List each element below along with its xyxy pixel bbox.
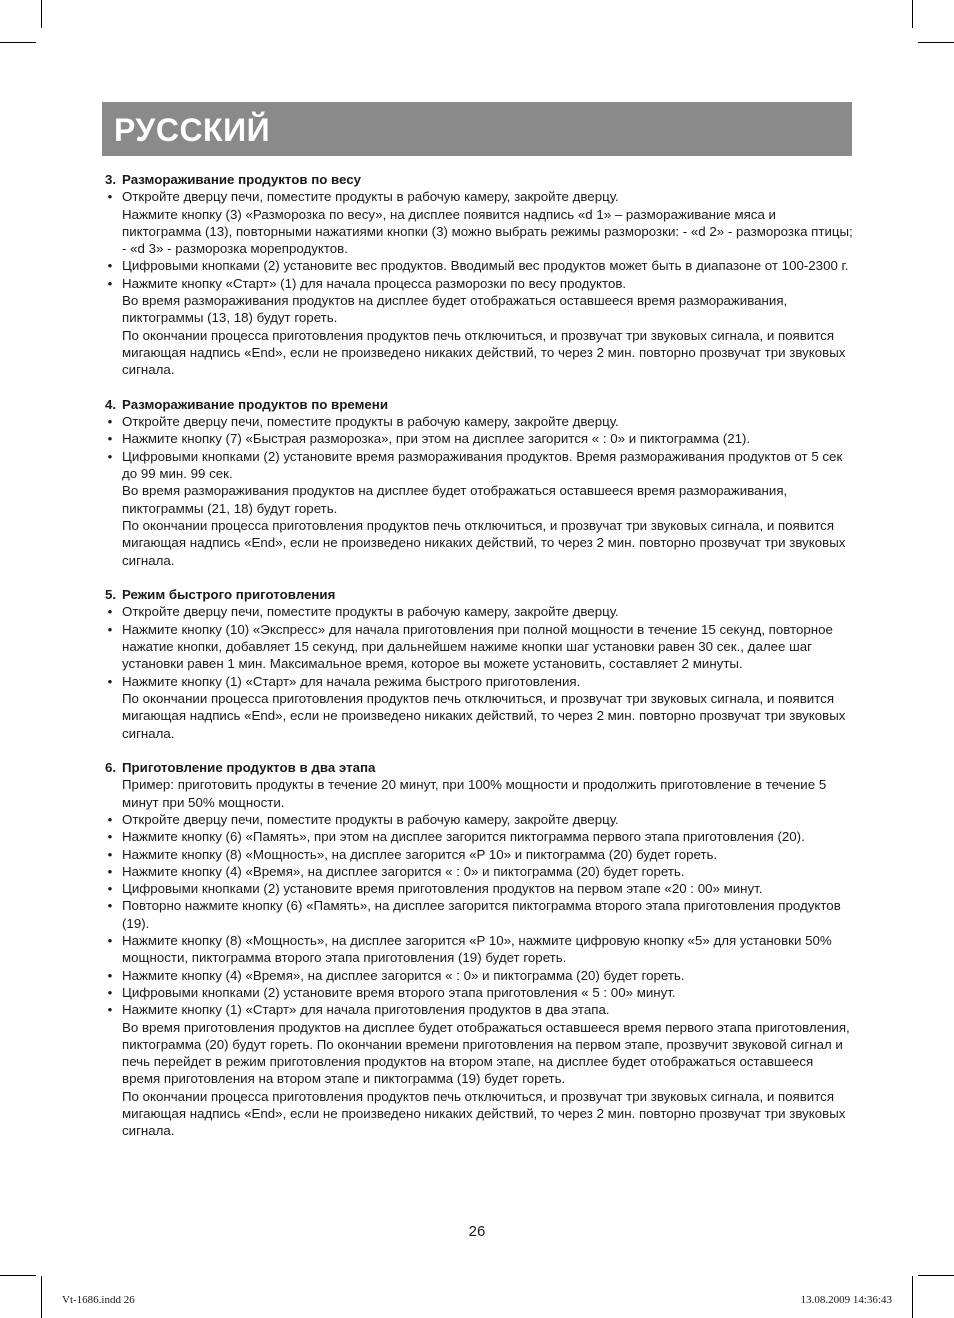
section-title-text: Размораживание продуктов по весу <box>122 172 362 187</box>
bullet-item: • Нажмите кнопку (1) «Старт» для начала режима быстрого приготовления. <box>105 673 853 690</box>
page-number: 26 <box>468 1223 486 1240</box>
language-banner <box>102 102 852 156</box>
section-title <box>105 586 853 603</box>
bullet-item: • Нажмите кнопку (1) «Старт» для начала приготовления продуктов в два этапа. <box>105 1001 853 1018</box>
bullet-item: • Повторно нажмите кнопку (6) «Память», на дисплее загорится пиктограмма второго этапа приготовления продуктов (19). <box>105 897 853 932</box>
crop-mark <box>918 1275 954 1276</box>
bullet-item: • Нажмите кнопку (7) «Быстрая разморозка», при этом на дисплее загорится « : 0» и пиктограмма (21). <box>105 430 853 447</box>
paragraph: По окончании процесса приготовления продуктов печь отключиться, и прозвучат три звуковых сигнала, и появится мигающая надпись «End», если не произведено никаких действий, то через 2 мин. повторно прозвучат три звуковых сигнала. <box>122 1088 846 1139</box>
crop-mark <box>912 1276 913 1318</box>
paragraph: Нажмите кнопку (3) «Разморозка по весу», на дисплее появится надпись «d 1» – размораживание мяса и пиктограмма (13), повторными нажатиями кнопки (3) можно выбрать режимы разморозки: - «d 2» - разморозка птицы; - «d 3» - разморозка морепродуктов. <box>122 206 853 257</box>
crop-mark <box>0 1275 36 1276</box>
crop-mark <box>41 0 42 28</box>
crop-mark <box>41 1276 42 1318</box>
section <box>105 759 853 1140</box>
bullet-item: • Нажмите кнопку «Старт» (1) для начала процесса разморозки по весу продуктов. <box>105 275 853 292</box>
bullet-item: • Откройте дверцу печи, поместите продукты в рабочую камеру, закройте дверцу. <box>105 811 853 828</box>
bullet-item: • Цифровыми кнопками (2) установите время размораживания продуктов. Время размораживания продуктов от 5 сек до 99 мин. 99 сек. <box>105 448 853 483</box>
section-number: 4. <box>105 396 117 412</box>
bullet-item: • Откройте дверцу печи, поместите продукты в рабочую камеру, закройте дверцу. <box>105 413 853 430</box>
section <box>105 586 853 742</box>
section-title <box>105 171 853 188</box>
paragraph: Пример: приготовить продукты в течение 20 минут, при 100% мощности и продолжить приготовление в течение 5 минут при 50% мощности. <box>122 777 827 810</box>
bullet-item: • Нажмите кнопку (8) «Мощность», на дисплее загорится «P 10», нажмите цифровую кнопку «5» для установки 50% мощности, пиктограмма второго этапа приготовления (19) будет гореть. <box>105 932 853 967</box>
bullet-item: • Откройте дверцу печи, поместите продукты в рабочую камеру, закройте дверцу. <box>105 603 853 620</box>
paragraph: Во время приготовления продуктов на дисплее будет отображаться оставшееся время первого этапа приготовления, пиктограмма (20) будут гореть. По окончании времени приготовления на первом этапе, прозвучит звуковой сигнал и печь перейдет в режим приготовления продуктов на втором этапе, на дисплее будет отображаться оставшееся время приготовления на втором этапе и пиктограмма (19) будет гореть. <box>122 1019 850 1087</box>
crop-mark <box>0 42 36 43</box>
bullet-item: • Нажмите кнопку (4) «Время», на дисплее загорится « : 0» и пиктограмма (20) будет гореть. <box>105 967 853 984</box>
crop-mark <box>912 0 913 28</box>
document-body <box>105 171 853 1157</box>
paragraph: По окончании процесса приготовления продуктов печь отключиться, и прозвучат три звуковых сигнала, и появится мигающая надпись «End», если не произведено никаких действий, то через 2 мин. повторно прозвучат три звуковых сигнала. <box>122 690 846 741</box>
bullet-item: • Цифровыми кнопками (2) установите вес продуктов. Вводимый вес продуктов может быть в диапазоне от 100-2300 г. <box>105 257 853 274</box>
paragraph: Во время размораживания продуктов на дисплее будет отображаться оставшееся время размораживания, пиктограммы (13, 18) будут гореть. <box>122 293 788 326</box>
bullet-item: • Цифровыми кнопками (2) установите время приготовления продуктов на первом этапе «20 : 00» минут. <box>105 880 853 897</box>
paragraph: По окончании процесса приготовления продуктов печь отключиться, и прозвучат три звуковых сигнала, и появится мигающая надпись «End», если не произведено никаких действий, то через 2 мин. повторно прозвучат три звуковых сигнала. <box>122 327 846 378</box>
bullet-item: • Нажмите кнопку (6) «Память», при этом на дисплее загорится пиктограмма первого этапа приготовления (20). <box>105 828 853 845</box>
footer-file-info: Vt-1686.indd 26 <box>62 1294 135 1306</box>
bullet-item: • Нажмите кнопку (8) «Мощность», на дисплее загорится «P 10» и пиктограмма (20) будет гореть. <box>105 846 853 863</box>
section <box>105 396 853 569</box>
section-title <box>105 396 853 413</box>
section-number: 5. <box>105 587 117 603</box>
section-title <box>105 759 853 776</box>
section-number: 6. <box>105 760 117 776</box>
bullet-item: • Откройте дверцу печи, поместите продукты в рабочую камеру, закройте дверцу. <box>105 188 853 205</box>
section-title-text: Приготовление продуктов в два этапа <box>122 760 376 776</box>
bullet-item: • Нажмите кнопку (4) «Время», на дисплее загорится « : 0» и пиктограмма (20) будет гореть. <box>105 863 853 880</box>
crop-mark <box>918 42 954 43</box>
page-title: РУССКИЙ <box>114 112 271 148</box>
bullet-item: • Цифровыми кнопками (2) установите время второго этапа приготовления « 5 : 00» минут. <box>105 984 853 1001</box>
section-title-text: Размораживание продуктов по времени <box>122 396 389 412</box>
section <box>105 171 853 379</box>
section-title-text: Режим быстрого приготовления <box>122 587 336 603</box>
section-number: 3. <box>105 172 117 187</box>
footer-timestamp: 13.08.2009 14:36:43 <box>800 1294 892 1306</box>
paragraph: По окончании процесса приготовления продуктов печь отключиться, и прозвучат три звуковых сигнала, и появится мигающая надпись «End», если не произведено никаких действий, то через 2 мин. повторно прозвучат три звуковых сигнала. <box>122 517 846 568</box>
bullet-item: • Нажмите кнопку (10) «Экспресс» для начала приготовления при полной мощности в течение 15 секунд, повторное нажатие кнопки, добавляет 15 секунд, при дальнейшем нажиме кнопки шаг установки равен 30 сек., далее шаг установки равен 1 мин. Максимальное время, которое вы можете установить, составляет 2 минуты. <box>105 621 853 673</box>
paragraph: Во время размораживания продуктов на дисплее будет отображаться оставшееся время размораживания, пиктограммы (21, 18) будут гореть. <box>122 483 788 516</box>
